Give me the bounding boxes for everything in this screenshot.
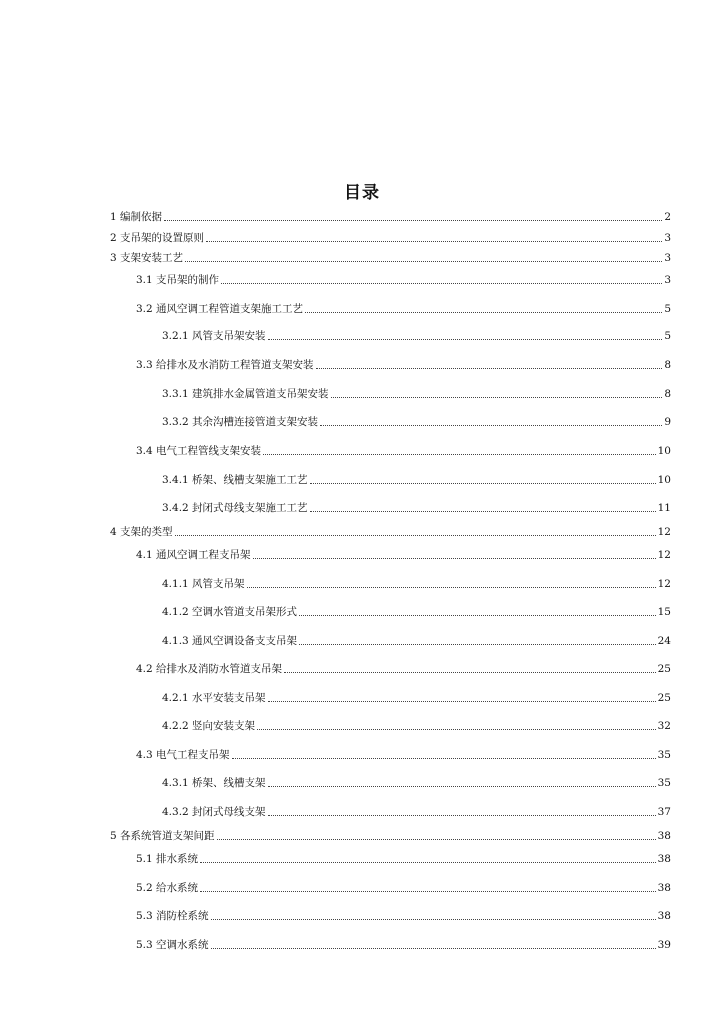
toc-entry[interactable] — [110, 229, 671, 245]
toc-entry-label: 3.3.2 其余沟槽连接管道支架安装 — [162, 416, 319, 428]
toc-entry-label: 2 支吊架的设置原则 — [110, 232, 205, 244]
toc-dot-leader — [200, 890, 656, 892]
toc-entry-label: 3.4.2 封闭式母线支架施工工艺 — [162, 502, 308, 514]
toc-entry-page-number: 35 — [657, 777, 671, 789]
toc-dot-leader — [310, 510, 656, 512]
toc-entry-label: 4.2.1 水平安装支吊架 — [162, 692, 266, 704]
toc-entry[interactable] — [162, 327, 671, 343]
toc-entry[interactable] — [136, 850, 671, 866]
toc-entry-label: 3 支架安装工艺 — [110, 252, 184, 264]
toc-dot-leader — [305, 311, 662, 313]
toc-entry[interactable] — [162, 413, 671, 429]
toc-dot-leader — [247, 586, 656, 588]
toc-entry-page-number: 10 — [657, 474, 671, 486]
toc-entry-page-number: 12 — [657, 578, 671, 590]
toc-entry-page-number: 3 — [664, 232, 671, 244]
toc-entry[interactable] — [136, 936, 671, 952]
toc-entry-page-number: 38 — [657, 830, 671, 842]
toc-entry-page-number: 24 — [657, 635, 671, 647]
toc-entry-label: 4.1 通风空调工程支吊架 — [136, 549, 251, 561]
toc-entry[interactable] — [162, 603, 671, 619]
toc-entry-page-number: 38 — [657, 853, 671, 865]
toc-dot-leader — [268, 814, 656, 816]
toc-entry-label: 5 各系统管道支架间距 — [110, 830, 215, 842]
toc-entry-label: 5.2 给水系统 — [136, 882, 199, 894]
toc-entry-page-number: 10 — [657, 445, 671, 457]
toc-dot-leader — [164, 219, 662, 221]
toc-dot-leader — [185, 260, 662, 262]
toc-dot-leader — [257, 728, 656, 730]
toc-dot-leader — [206, 240, 662, 242]
toc-entry-label: 3.4 电气工程管线支架安装 — [136, 445, 262, 457]
toc-entry-label: 4.1.1 风管支吊架 — [162, 578, 245, 590]
toc-dot-leader — [268, 700, 656, 702]
toc-entry-label: 4.2.2 竖向安装支架 — [162, 720, 256, 732]
toc-entry-page-number: 5 — [664, 330, 671, 342]
toc-dot-leader — [316, 367, 663, 369]
toc-dot-leader — [175, 534, 656, 536]
toc-dot-leader — [211, 918, 656, 920]
toc-entry-page-number: 5 — [664, 303, 671, 315]
toc-entry-label: 3.2.1 风管支吊架安装 — [162, 330, 266, 342]
toc-entry-label: 3.3 给排水及水消防工程管道支架安装 — [136, 359, 314, 371]
toc-entry[interactable] — [162, 385, 671, 401]
toc-entry[interactable] — [162, 774, 671, 790]
toc-entry-page-number: 32 — [657, 720, 671, 732]
toc-dot-leader — [331, 396, 663, 398]
toc-entry[interactable] — [110, 208, 671, 224]
toc-entry[interactable] — [162, 499, 671, 515]
toc-entry-label: 5.3 空调水系统 — [136, 939, 209, 951]
toc-dot-leader — [310, 482, 656, 484]
toc-dot-leader — [217, 838, 656, 840]
toc-dot-leader — [320, 424, 662, 426]
toc-entry-label: 3.4.1 桥架、线槽支架施工工艺 — [162, 474, 308, 486]
toc-dot-leader — [299, 643, 656, 645]
toc-entry[interactable] — [136, 660, 671, 676]
toc-entry[interactable] — [162, 575, 671, 591]
toc-entry-page-number: 8 — [664, 359, 671, 371]
toc-entry-page-number: 38 — [657, 910, 671, 922]
toc-entry-page-number: 39 — [657, 939, 671, 951]
toc-entry-page-number: 25 — [657, 663, 671, 675]
toc-entry-page-number: 8 — [664, 388, 671, 400]
toc-entry-label: 5.1 排水系统 — [136, 853, 199, 865]
toc-dot-leader — [268, 338, 663, 340]
toc-dot-leader — [263, 453, 656, 455]
toc-entry[interactable] — [136, 746, 671, 762]
toc-entry-label: 3.2 通风空调工程管道支架施工工艺 — [136, 303, 304, 315]
toc-entry-page-number: 3 — [664, 252, 671, 264]
toc-entry-page-number: 11 — [657, 502, 671, 514]
toc-entry[interactable] — [162, 803, 671, 819]
toc-entry-label: 1 编制依据 — [110, 211, 163, 223]
toc-dot-leader — [268, 785, 656, 787]
toc-dot-leader — [284, 671, 656, 673]
toc-entry[interactable] — [162, 717, 671, 733]
toc-entry[interactable] — [162, 689, 671, 705]
toc-entry[interactable] — [110, 827, 671, 843]
toc-entry-label: 4 支架的类型 — [110, 526, 173, 538]
toc-dot-leader — [221, 282, 662, 284]
toc-entry-label: 4.3.1 桥架、线槽支架 — [162, 777, 266, 789]
toc-entry-page-number: 12 — [657, 549, 671, 561]
toc-dot-leader — [200, 861, 656, 863]
toc-entry[interactable] — [110, 523, 671, 539]
page-title: 目录 — [344, 183, 380, 203]
toc-entry-label: 5.3 消防栓系统 — [136, 910, 209, 922]
toc-entry-page-number: 25 — [657, 692, 671, 704]
toc-entry-page-number: 37 — [657, 806, 671, 818]
toc-entry[interactable] — [136, 546, 671, 562]
toc-entry[interactable] — [162, 471, 671, 487]
toc-entry-label: 3.3.1 建筑排水金属管道支吊架安装 — [162, 388, 329, 400]
toc-entry-page-number: 12 — [657, 526, 671, 538]
toc-entry-label: 4.1.2 空调水管道支吊架形式 — [162, 606, 298, 618]
toc-entry-page-number: 38 — [657, 882, 671, 894]
toc-entry[interactable] — [110, 249, 671, 265]
toc-dot-leader — [299, 614, 656, 616]
toc-entry-label: 4.2 给排水及消防水管道支吊架 — [136, 663, 283, 675]
toc-entry[interactable] — [136, 300, 671, 316]
toc-entry[interactable] — [136, 442, 671, 458]
toc-entry-page-number: 15 — [657, 606, 671, 618]
toc-entry-label: 3.1 支吊架的制作 — [136, 274, 220, 286]
toc-entry-page-number: 9 — [664, 416, 671, 428]
toc-dot-leader — [211, 947, 656, 949]
toc-entry[interactable] — [162, 632, 671, 648]
toc-entry-label: 4.3 电气工程支吊架 — [136, 749, 230, 761]
toc-dot-leader — [232, 757, 656, 759]
toc-entry-page-number: 2 — [664, 211, 671, 223]
toc-entry-label: 4.3.2 封闭式母线支架 — [162, 806, 266, 818]
toc-entry[interactable] — [136, 271, 671, 287]
toc-entry[interactable] — [136, 879, 671, 895]
toc-entry[interactable] — [136, 907, 671, 923]
toc-entry[interactable] — [136, 356, 671, 372]
toc-entry-label: 4.1.3 通风空调设备支支吊架 — [162, 635, 298, 647]
toc-entry-page-number: 35 — [657, 749, 671, 761]
toc-entry-page-number: 3 — [664, 274, 671, 286]
toc-dot-leader — [253, 557, 656, 559]
